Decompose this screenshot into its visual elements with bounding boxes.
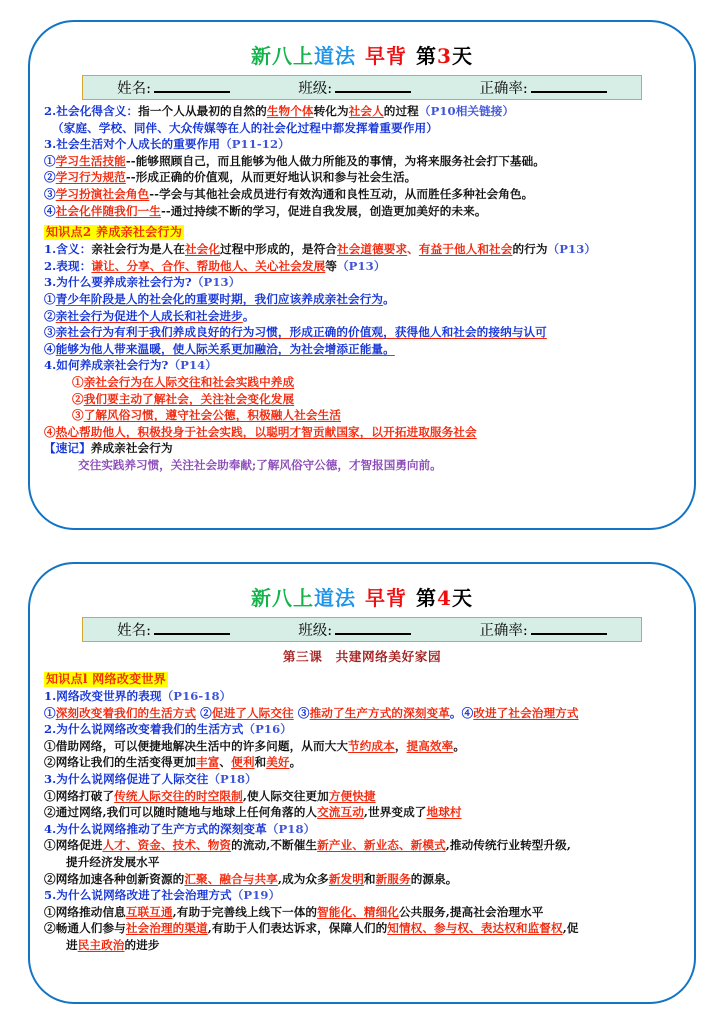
line-why-interpersonal-heading	[44, 771, 680, 788]
accuracy-field-group[interactable]	[479, 77, 606, 98]
line-why-prosocial-1	[44, 291, 680, 308]
frag: 的源泉。	[410, 871, 458, 886]
frag-key: 亲社会行为有利于我们养成良好的行为习惯，形成正确的价值观，获得他人和社会的接纳与认可	[55, 325, 547, 340]
frag-key: 深刻改变着我们的生活方式	[55, 705, 197, 720]
accuracy-label: 正确率:	[479, 623, 528, 639]
frag-bullet: ③	[72, 408, 84, 423]
frag-key: 学习扮演社会角色	[55, 186, 150, 201]
frag-key: 美好	[266, 755, 290, 770]
frag-key: 谦让、分享、合作、帮助他人、关心社会发展	[91, 258, 326, 273]
frag-bullet: ①	[44, 291, 56, 306]
frag: ①网络促进	[44, 838, 103, 853]
line-why-interpersonal-1	[44, 788, 680, 805]
frag-bullet: 。④	[449, 705, 474, 720]
line-why-governance-heading	[44, 887, 680, 904]
frag-key: 社会治理的渠道	[125, 921, 208, 936]
frag-page-ref: （P13）	[191, 275, 241, 290]
class-field-group[interactable]	[298, 619, 411, 640]
lesson-heading-unit3: 第三课 共建网络美好家园	[282, 649, 442, 664]
frag-bullet: ③	[293, 705, 310, 720]
card1-body	[44, 103, 680, 474]
frag-page-ref: （P11-12）	[220, 137, 290, 152]
line-prosocial-manifestations	[44, 258, 680, 275]
frag-page-ref: （P14）	[168, 358, 217, 373]
frag: ,使人际交往更加	[242, 788, 329, 803]
frag: ,成为众多	[277, 871, 329, 886]
frag: 养成亲社会行为	[90, 441, 173, 456]
title-part-morning-recite: 早背	[365, 586, 408, 610]
frag-key: 人才、资金、技术、物资	[102, 838, 232, 853]
title-part-day-suffix: 天	[451, 586, 473, 610]
line-mnemonic-verse	[44, 457, 680, 474]
frag-key: 推动了生产方式的深刻变革	[309, 705, 450, 720]
frag: --形成正确的价值观，从而更好地认识和参与社会生活。	[125, 170, 417, 185]
frag-bullet: ②	[196, 705, 212, 720]
line-prosocial-definition	[44, 241, 680, 258]
title-part-subject-prefix: 新八上	[251, 586, 315, 610]
frag: 和	[363, 871, 376, 886]
frag-key: 节约成本	[348, 738, 395, 753]
title-part-subject-prefix: 新八上	[251, 44, 315, 68]
frag-key: 社会道德要求	[337, 242, 408, 257]
name-label: 姓名:	[117, 623, 152, 639]
frag: 亲社会行为是人在	[91, 242, 185, 257]
line-learn-life-skills	[44, 153, 680, 170]
knowledge-point-1-heading: 知识点l 网络改变世界	[46, 672, 167, 686]
worksheet-card-day3	[28, 20, 696, 530]
frag: 进	[66, 937, 78, 952]
title-part-day-suffix: 天	[451, 44, 473, 68]
frag-page-ref: （P13）	[547, 242, 597, 257]
frag-key: 交流互动	[317, 805, 364, 820]
frag-key: 改进了社会治理方式	[473, 705, 579, 720]
frag-page-ref: （P10相关链接）	[418, 104, 515, 118]
knowledge-point-2-heading: 知识点2 养成亲社会行为	[46, 225, 183, 240]
name-input-blank[interactable]	[154, 79, 230, 93]
line-why-production-2	[44, 871, 680, 888]
frag-key: 便利	[231, 755, 255, 770]
line-how-prosocial-1	[44, 374, 680, 391]
frag-key: 汇聚、融合与共享	[184, 871, 278, 886]
title-day-number: 4	[437, 586, 452, 610]
name-field-group[interactable]	[117, 619, 230, 640]
line-mnemonic-heading	[44, 440, 680, 457]
frag-key: 提高效率	[406, 738, 454, 753]
frag-key: 能够为他人带来温暖，使人际关系更加融洽，为社会增添正能量。	[55, 341, 395, 356]
frag: --能够照顾自己，而且能够为他人做力所能及的事情，为将来服务社会打下基础。	[125, 153, 545, 168]
worksheet-card-day4	[28, 562, 696, 1004]
frag-key: 学习行为规范	[55, 170, 126, 185]
frag-key: 亲社会行为促进个人成长和社会进步	[55, 308, 243, 323]
frag-key: 社会化	[184, 242, 221, 257]
frag: 转化为	[313, 104, 349, 118]
frag: ,有助于完善线上线下一体的	[172, 904, 318, 919]
accuracy-field-group[interactable]	[479, 619, 606, 640]
frag: 公共服务,提高社会治理水平	[398, 904, 544, 919]
frag: 2.社会化得含义：	[44, 104, 139, 118]
frag: 3.社会生活对个人成长的重要作用	[44, 137, 221, 152]
line-social-life-importance-heading	[44, 136, 680, 153]
line-why-production-1-cont	[44, 854, 680, 871]
frag: 的行为	[512, 242, 548, 257]
frag: 、	[407, 242, 419, 257]
frag: 。	[383, 291, 395, 306]
frag: ①网络推动信息	[44, 904, 126, 919]
title-part-subject: 道法	[314, 586, 357, 610]
line-why-prosocial-heading	[44, 274, 680, 291]
frag: 1.网络改变世界的表现	[44, 689, 162, 703]
frag-key: 学习生活技能	[55, 153, 126, 168]
line-network-changes-heading	[44, 688, 680, 705]
line-socialization-lifelong	[44, 203, 680, 220]
frag: 。	[242, 308, 255, 323]
line-why-lifestyle-heading	[44, 721, 680, 738]
frag: ,有助于人们表达诉求，保障人们的	[207, 921, 388, 936]
frag: 。	[289, 755, 302, 770]
frag: 5.为什么说网络改进了社会治理方式	[44, 888, 232, 903]
frag: 3.为什么要养成亲社会行为?	[44, 275, 192, 290]
frag-bullet: ④	[44, 341, 56, 356]
frag: ②畅通人们参与	[44, 921, 126, 936]
frag: ,世界变成了	[363, 805, 427, 820]
class-label: 班级:	[298, 81, 333, 97]
frag-bullet: ①	[44, 705, 56, 720]
line-how-prosocial-4	[44, 424, 680, 441]
frag-bullet: ③	[44, 186, 56, 201]
frag-page-ref: （P16-18）	[161, 689, 232, 703]
frag-key: 知情权、参与权、表达权和监督权	[387, 921, 563, 936]
frag: 过程中形成的，是符合	[220, 242, 337, 257]
title-day-number: 3	[437, 44, 452, 68]
frag: 的进步	[124, 937, 160, 952]
class-field-group[interactable]	[298, 77, 411, 98]
frag-page-ref: （P13）	[336, 258, 386, 273]
line-learn-social-roles	[44, 186, 680, 203]
frag: ,推动传统行业转型升级,	[445, 838, 571, 853]
frag: 、	[219, 755, 232, 770]
frag-page-ref: （P18）	[266, 821, 316, 836]
frag-bullet: ①	[44, 153, 56, 168]
card-title-day4	[44, 582, 680, 611]
frag-bullet: ④	[44, 203, 56, 218]
frag: 1.含义：	[44, 242, 92, 257]
frag: 。	[453, 738, 466, 753]
frag-bullet: ③	[44, 325, 56, 340]
frag: 的过程	[383, 104, 419, 118]
line-socialization-definition	[44, 103, 680, 120]
frag-page-ref: （P19）	[231, 888, 281, 903]
frag-key: 亲社会行为在人际交往和社会实践中养成	[83, 374, 295, 389]
frag-key: 互联互通	[125, 904, 173, 919]
frag-key: 智能化、精细化	[317, 904, 399, 919]
frag: ②网络让我们的生活变得更加	[44, 755, 197, 770]
line-how-prosocial-3	[44, 407, 680, 424]
class-label: 班级:	[298, 623, 333, 639]
line-why-interpersonal-2	[44, 804, 680, 821]
frag: 2.表现：	[44, 258, 92, 273]
line-network-changes-items	[44, 705, 680, 722]
frag-bullet: ②	[44, 308, 56, 323]
frag-bullet: ②	[72, 391, 84, 406]
frag: 2.为什么说网络改变着我们的生活方式	[44, 722, 244, 737]
name-input-blank[interactable]	[154, 621, 230, 635]
frag-key: 了解风俗习惯，遵守社会公德，积极融人社会生活	[83, 408, 341, 423]
frag: 等	[325, 258, 337, 273]
frag: 交往实践养习惯，关注社会助奉献;了解风俗守公德，才智报国勇向前。	[78, 457, 442, 472]
frag-key: 方便快捷	[328, 788, 376, 803]
frag-key: 丰富	[196, 755, 220, 770]
frag-key: 青少年阶段是人的社会化的重要时期，我们应该养成亲社会行为	[55, 291, 384, 306]
student-info-bar-day3	[82, 75, 642, 100]
frag: 4.如何养成亲社会行为?	[44, 358, 169, 373]
line-why-governance-2-cont	[44, 937, 680, 954]
line-why-lifestyle-1	[44, 738, 680, 755]
line-why-lifestyle-2	[44, 754, 680, 771]
frag: 的流动,不断催生	[231, 838, 318, 853]
title-part-day-prefix: 第	[416, 586, 438, 610]
card2-body	[44, 668, 680, 954]
frag-key: 社会化伴随我们一生	[55, 203, 161, 218]
line-why-governance-1	[44, 904, 680, 921]
frag: 提升经济发展水平	[66, 854, 160, 869]
line-why-prosocial-3	[44, 324, 680, 341]
frag-key: 民主政治	[77, 937, 125, 952]
frag: --学会与其他社会成员进行有效沟通和良性互动，从而胜任多种社会角色。	[149, 186, 534, 201]
frag-key: 我们要主动了解社会，关注社会变化发展	[83, 391, 295, 406]
frag-key: 生物个体	[266, 104, 314, 118]
frag-key: 促进了人际交往	[211, 705, 294, 720]
class-input-blank[interactable]	[335, 621, 411, 635]
line-why-governance-2	[44, 920, 680, 937]
card-title-day3	[44, 40, 680, 69]
line-socialization-agents	[44, 120, 680, 137]
frag-key: 新发明	[328, 871, 364, 886]
frag: ①网络打破了	[44, 788, 115, 803]
frag-page-ref: （P18）	[208, 771, 257, 786]
title-part-day-prefix: 第	[416, 44, 438, 68]
frag: --通过持续不断的学习，促进自我发展，创造更加美好的未来。	[160, 203, 487, 218]
frag-bracket-label: 【速记】	[44, 441, 91, 456]
line-how-prosocial-heading	[44, 357, 680, 374]
frag: 指一个人从最初的自然的	[138, 104, 267, 118]
line-why-prosocial-4	[44, 341, 680, 358]
frag-bullet: ①	[72, 374, 84, 389]
frag-bullet: ②	[44, 170, 56, 185]
frag-key: 传统人际交往的时空限制	[114, 788, 243, 803]
name-field-group[interactable]	[117, 77, 230, 98]
frag-key: 热心帮助他人，积极投身于社会实践，以聪明才智贡献国家，以开拓进取服务社会	[55, 424, 477, 439]
frag-key: 有益于他人和社会	[418, 242, 513, 257]
knowledge-point-1-row	[44, 668, 680, 687]
title-part-subject: 道法	[314, 44, 357, 68]
frag: （家庭、学校、同伴、大众传媒等在人的社会化过程中都发挥着重要作用）	[52, 120, 438, 135]
accuracy-label: 正确率:	[479, 81, 528, 97]
line-how-prosocial-2	[44, 391, 680, 408]
class-input-blank[interactable]	[335, 79, 411, 93]
line-why-production-1	[44, 837, 680, 854]
frag: ，	[394, 738, 407, 753]
frag-key: 新产业、新业态、新模式	[317, 838, 446, 853]
line-why-prosocial-2	[44, 308, 680, 325]
frag: ②通过网络,我们可以随时随地与地球上任何角落的人	[44, 805, 318, 820]
frag: ,促	[562, 921, 579, 936]
title-part-morning-recite: 早背	[365, 44, 408, 68]
frag: ①借助网络，可以便捷地解决生活中的许多问题，从而大大	[44, 738, 349, 753]
name-label: 姓名:	[117, 81, 152, 97]
frag-page-ref: （P16）	[243, 722, 292, 737]
line-learn-behavior-norms	[44, 169, 680, 186]
frag: 3.为什么说网络促进了人际交往	[44, 771, 209, 786]
accuracy-input-blank[interactable]	[531, 621, 607, 635]
frag: 4.为什么说网络推动了生产方式的深刻变革	[44, 821, 267, 836]
frag-key: 新服务	[375, 871, 411, 886]
knowledge-point-2-row	[44, 221, 680, 240]
line-why-production-heading	[44, 821, 680, 838]
frag: ②网络加速各种创新资源的	[44, 871, 185, 886]
frag-key: 社会人	[348, 104, 384, 118]
student-info-bar-day4	[82, 617, 642, 642]
accuracy-input-blank[interactable]	[531, 79, 607, 93]
frag-bullet: ④	[44, 424, 56, 439]
frag-key: 地球村	[426, 805, 462, 820]
frag: 和	[254, 755, 267, 770]
